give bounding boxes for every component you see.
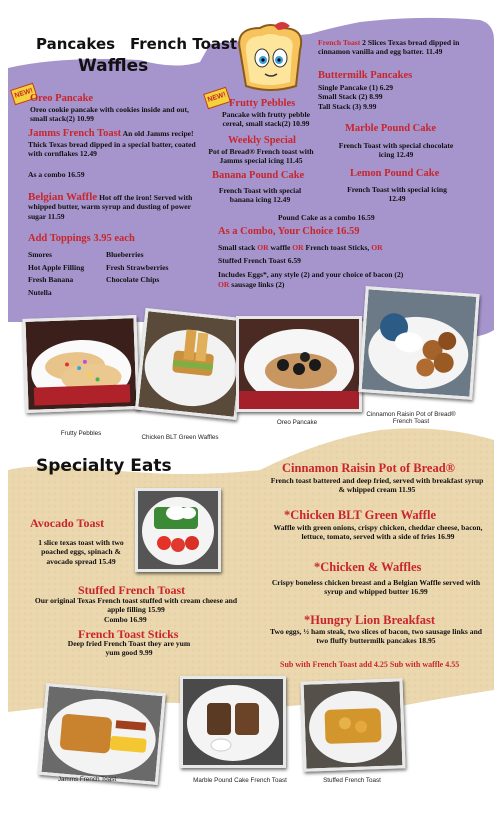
item-lion-title: Hungry Lion Breakfast <box>310 613 436 627</box>
item-french-toast <box>318 38 478 57</box>
photo-avocado-toast <box>135 488 221 572</box>
item-oreo-desc: Oreo cookie pancake with cookies inside and out, small stack(2) 10.99 <box>30 105 189 124</box>
item-stuffed-desc: Our original Texas French toast stuffed with cream cheese and apple filling 15.99 <box>34 596 238 615</box>
combo-text: French toast Sticks, <box>303 243 372 252</box>
pound-cake-combo: Pound Cake as a combo 16.59 <box>278 213 375 222</box>
item-ft-name: French Toast <box>318 38 361 47</box>
item-blt-title: Chicken BLT Green Waffle <box>290 508 436 522</box>
item-lion-desc: Two eggs, ½ ham steak, two slices of bacon, two sausage links and two fluffy buttermilk pancakes 18.95 <box>269 627 483 646</box>
caption-stuffed: Stuffed French Toast <box>323 777 381 784</box>
item-avocado-name: Avocado Toast <box>30 516 105 530</box>
asterisk: * <box>314 560 321 574</box>
item-belgian <box>28 193 200 221</box>
item-banana-desc: French Toast with special banana icing 12.49 <box>218 186 302 205</box>
buttermilk-list <box>318 83 393 111</box>
item-stuffed-name: Stuffed French Toast <box>78 583 186 597</box>
combo-or: OR <box>257 243 269 252</box>
item-jamms <box>28 128 203 159</box>
item-frutty-desc: Pancake with frutty pebble cereal, small stack(2) 10.99 <box>222 110 310 129</box>
item-cinnamon-name: Cinnamon Raisin Pot of Bread® <box>282 461 456 475</box>
item-lemon-name: Lemon Pound Cake <box>350 168 440 179</box>
photo-jamms-french-toast <box>38 683 166 785</box>
combo-text: sausage links (2) <box>229 280 285 289</box>
item-blt-name <box>284 508 436 523</box>
combo-line2: Stuffed French Toast 6.59 <box>218 256 301 265</box>
item-marble-desc: French Toast with special chocolate icing 12.49 <box>338 141 454 160</box>
buttermilk-line: Tall Stack (3) 9.99 <box>318 101 377 111</box>
caption-marble: Marble Pound Cake French Toast <box>193 777 287 784</box>
toppings-title: Add Toppings 3.95 each <box>28 233 135 244</box>
combo-or: OR <box>371 243 383 252</box>
item-cw-desc: Crispy boneless chicken breast and a Belgian Waffle served with syrup and whipped butter 16.99 <box>271 578 481 597</box>
title-waffles: Waffles <box>78 56 149 76</box>
item-sticks-name: French Toast Sticks <box>78 627 179 641</box>
item-cw-name <box>314 560 421 575</box>
new-badge: NEW! <box>203 87 231 110</box>
combo-line4 <box>218 280 284 289</box>
photo-cinnamon-raisin-bread <box>358 286 479 400</box>
new-badge: NEW! <box>10 83 38 106</box>
topping-item: Smores <box>28 250 52 259</box>
toppings-col2 <box>106 249 169 287</box>
item-stuffed-combo: Combo 16.99 <box>104 615 147 624</box>
combo-line1 <box>218 243 383 252</box>
photo-chicken-blt-waffle <box>135 308 247 420</box>
caption-blt: Chicken BLT Green Waffles <box>141 434 219 441</box>
title-specialty-eats: Specialty Eats <box>36 456 172 476</box>
item-banana-name: Banana Pound Cake <box>212 170 305 181</box>
caption-frutty: Frutty Pebbles <box>60 430 102 437</box>
title-french-toast: French Toast <box>130 35 238 53</box>
item-sticks-desc: Deep fried French Toast they are yum yum good 9.99 <box>67 639 191 658</box>
item-marble-name: Marble Pound Cake <box>345 123 437 134</box>
asterisk: * <box>284 508 291 522</box>
topping-item: Blueberries <box>106 250 144 259</box>
item-oreo-name: Oreo Pancake <box>30 93 94 104</box>
item-jamms-name: Jamms French Toast <box>28 128 122 139</box>
item-buttermilk-name: Buttermilk Pancakes <box>318 70 413 81</box>
buttermilk-line: Single Pancake (1) 6.29 <box>318 83 394 92</box>
asterisk: * <box>304 613 311 627</box>
topping-item: Hot Apple Filling <box>28 262 85 272</box>
photo-frutty-pebbles <box>22 315 139 413</box>
item-ft-desc: 2 Slices Texas bread dipped in cinnamon vanilla and egg batter. 11.49 <box>318 38 460 57</box>
item-frutty-name: Frutty Pebbles <box>229 98 296 109</box>
sub-options: Sub with French Toast add 4.25 Sub with waffle 4.55 <box>280 660 460 669</box>
item-avocado-desc: 1 slice texas toast with two poached eggs, spinach & avocado spread 15.49 <box>38 538 124 566</box>
topping-item: Fresh Banana <box>28 275 74 284</box>
photo-stuffed-french-toast <box>300 678 405 772</box>
combo-title: As a Combo, Your Choice 16.59 <box>218 226 360 237</box>
item-blt-desc: Waffle with green onions, crispy chicken, cheddar cheese, bacon, lettuce, tomato, served with a side of fries 16.99 <box>273 523 483 542</box>
caption-jamms: Jamms French Toast <box>57 776 117 783</box>
item-weekly-desc: Pot of Bread® French toast with Jamms special icing 11.45 <box>208 147 314 166</box>
combo-or: OR <box>218 280 230 289</box>
combo-or: OR <box>292 243 304 252</box>
toast-mascot-icon <box>230 20 310 98</box>
item-lemon-desc: French Toast with special icing 12.49 <box>347 185 447 204</box>
topping-item: Nutella <box>28 287 52 297</box>
topping-item: Chocolate Chips <box>106 275 160 284</box>
title-pancakes: Pancakes <box>36 35 116 53</box>
combo-line3: Includes Eggs*, any style (2) and your choice of bacon (2) <box>218 270 404 279</box>
item-cinnamon-desc: French toast battered and deep fried, served with breakfast syrup & whipped cream 11.95 <box>270 476 484 495</box>
photo-oreo-pancake <box>236 316 362 412</box>
item-belgian-desc: Hot off the iron! Served with whipped butter, warm syrup and dusting of power sugar 11.59 <box>28 193 193 221</box>
combo-text: waffle <box>268 243 293 252</box>
item-jamms-desc: An old Jamms recipe! Thick Texas bread dipped in a special batter, coated with cornflakes 12.49 <box>28 129 196 159</box>
item-jamms-combo: As a combo 16.59 <box>28 170 85 179</box>
topping-item: Fresh Strawberries <box>106 262 169 272</box>
item-cw-title: Chicken & Waffles <box>320 560 422 574</box>
item-lion-name <box>304 613 435 628</box>
item-weekly-name: Weekly Special <box>228 135 296 146</box>
caption-oreo: Oreo Pancake <box>276 419 318 426</box>
photo-marble-pound-cake <box>180 676 286 768</box>
item-belgian-name: Belgian Waffle <box>28 191 98 203</box>
buttermilk-line: Small Stack (2) 8.99 <box>318 92 383 102</box>
toppings-col1 <box>28 249 84 299</box>
combo-text: Small stack <box>218 243 258 252</box>
caption-cinnamon: Cinnamon Raisin Pot of Bread® French Toast <box>366 411 456 425</box>
